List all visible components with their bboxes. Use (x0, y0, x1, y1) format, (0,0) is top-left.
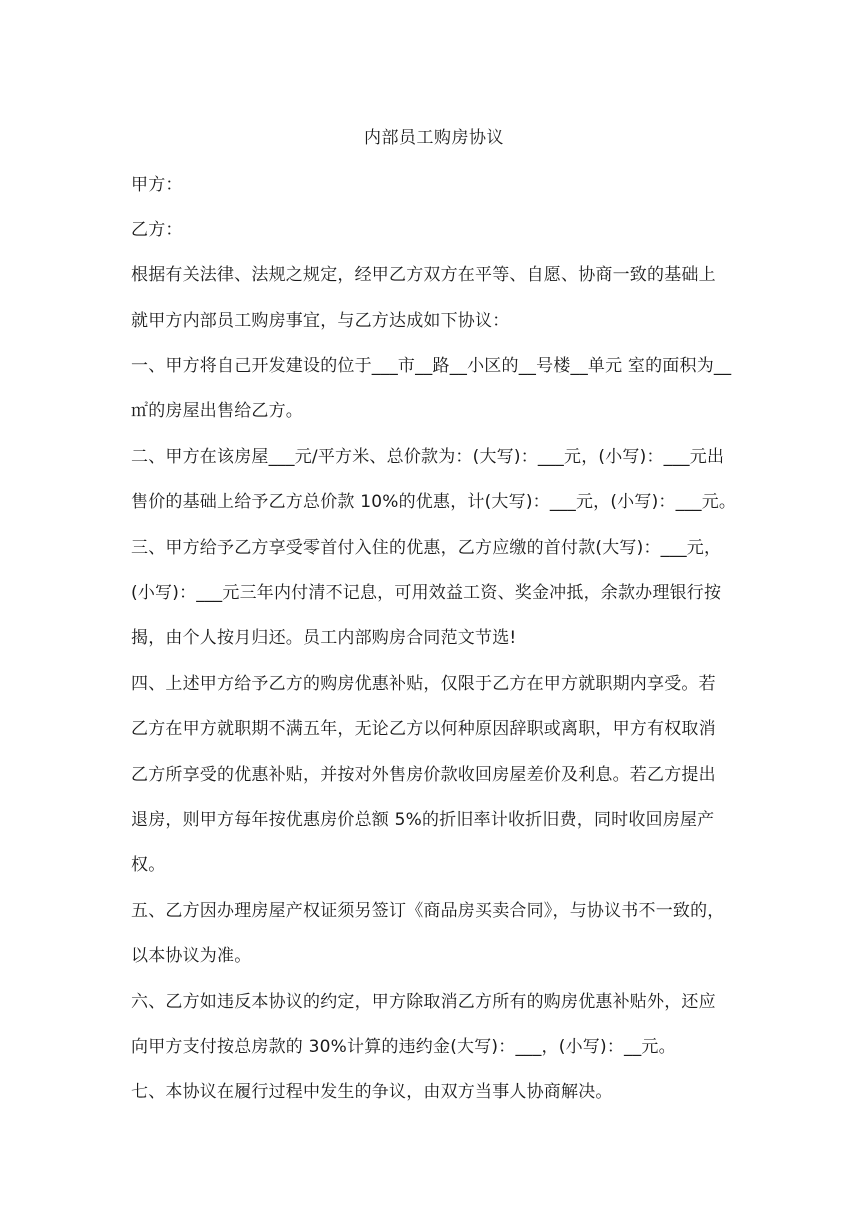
clause-6-line-2: 向甲方支付按总房款的 30%计算的违约金(大写)：___，(小写)：__元。 (131, 1037, 676, 1057)
party-a-line: 甲方： (131, 175, 183, 195)
clause-3-line-2: (小写)：___元三年内付清不记息，可用效益工资、奖金冲抵，余款办理银行按 (131, 583, 722, 603)
clause-7-line-1: 七、本协议在履行过程中发生的争议，由双方当事人协商解决。 (131, 1082, 613, 1102)
clause-4-line-3: 乙方所享受的优惠补贴，并按对外售房价款收回房屋差价及利息。若乙方提出 (131, 765, 716, 785)
clause-1-line-2: ㎡的房屋出售给乙方。 (131, 401, 303, 421)
clause-4-line-1: 四、上述甲方给予乙方的购房优惠补贴，仅限于乙方在甲方就职期内享受。若 (131, 674, 716, 694)
clause-5-line-2: 以本协议为准。 (131, 946, 252, 966)
preamble-line-1: 根据有关法律、法规之规定，经甲乙方双方在平等、自愿、协商一致的基础上 (131, 265, 716, 285)
clause-6-line-1: 六、乙方如违反本协议的约定，甲方除取消乙方所有的购房优惠补贴外，还应 (131, 992, 716, 1012)
clause-4-line-5: 权。 (131, 855, 166, 875)
party-b-line: 乙方： (131, 220, 183, 240)
clause-5-line-1: 五、乙方因办理房屋产权证须另签订《商品房买卖合同》，与协议书不一致的， (131, 901, 725, 921)
clause-2-line-1: 二、甲方在该房屋___元/平方米、总价款为：(大写)：___元，(小写)：___元出 (131, 447, 725, 467)
clause-4-line-4: 退房，则甲方每年按优惠房价总额 5%的折旧率计收折旧费，同时收回房屋产 (131, 810, 715, 830)
clause-1-line-1: 一、甲方将自己开发建设的位于___市__路__小区的__号楼__单元 室的面积为__ (131, 356, 732, 376)
clause-3-line-3: 揭，由个人按月归还。员工内部购房合同范文节选! (131, 628, 517, 648)
document-title: 内部员工购房协议 (364, 128, 504, 148)
preamble-line-2: 就甲方内部员工购房事宜，与乙方达成如下协议： (131, 311, 510, 331)
clause-3-line-1: 三、甲方给予乙方享受零首付入住的优惠，乙方应缴的首付款(大写)：___元， (131, 538, 722, 558)
clause-4-line-2: 乙方在甲方就职期不满五年，无论乙方以何种原因辞职或离职，甲方有权取消 (131, 719, 716, 739)
clause-2-line-2: 售价的基础上给予乙方总价款 10%的优惠，计(大写)：___元，(小写)：___元。 (131, 492, 737, 512)
